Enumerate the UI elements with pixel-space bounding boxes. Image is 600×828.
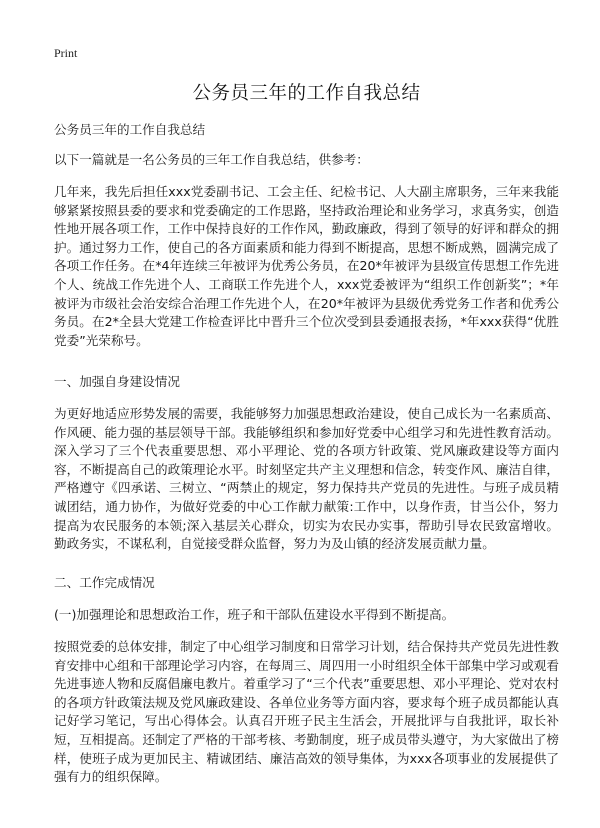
intro-paragraph: 以下一篇就是一名公务员的三年工作自我总结，供参考： [54,152,369,167]
print-link[interactable]: Print [54,46,78,60]
document-title: 公务员三年的工作自我总结 [192,83,421,104]
document-subtitle: 公务员三年的工作自我总结 [54,122,206,137]
section-heading-self-building: 一、加强自身建设情况 [54,374,180,389]
subsection-heading-theory: (一)加强理论和思想政治工作，班子和干部队伍建设水平得到不断提高。 [54,607,455,622]
section-heading-work-completion: 二、工作完成情况 [54,575,155,590]
paragraph-self-building: 为更好地适应形势发展的需要，我能够努力加强思想政治建设，使自己成长为一名素质高、作风硬、能力强的基层领导干部。我能够组织和参加好党委中心组学习和先进性教育活动。深入学习了三个代表重要思想、邓小平理论、党的各项方针政策、党风廉政建设等方面内容，不断提高自己的政策理论水平。时刻坚定共产主义理想和信念，转变作风、廉洁自律，严格遵守《四承诺、三树立、“两禁止的规定，努力保持共产党员的先进性。与班子成员精诚团结，通力协作，为做好党委的中心工作献力献策:工作中，以身作责，甘当公仆，努力提高为农民服务的本领;深入基层关心群众，切实为农民办实事，帮助引导农民致富增收。勤政务实，不谋私利，自觉接受群众监督，努力为及山镇的经济发展贡献力量。 [54,406,559,552]
paragraph-overview: 几年来，我先后担任xxx党委副书记、工会主任、纪检书记、人大副主席职务，三年来我能够紧紧按照县委的要求和党委确定的工作思路，坚持政治理论和业务学习，求真务实，创造性地开展各项工作，工作中保持良好的工作作风，勤政廉政，得到了领导的好评和群众的拥护。通过努力工作，使自己的各方面素质和能力得到不断提高，思想不断成熟，圆满完成了各项工作任务。在*4年连续三年被评为优秀公务员，在20*年被评为县级宣传思想工作先进个人、统战工作先进个人、工商联工作先进个人，xxx党委被评为“组织工作创新奖”；*年被评为市级社会治安综合治理工作先进个人，在20*年被评为县级优秀党务工作者和优秀公务员。在2*全县大党建工作检查评比中晋升三个位次受到县委通报表扬，*年xxx获得“优胜党委”光荣称号。 [54,184,559,348]
paragraph-theory-work: 按照党委的总体安排，制定了中心组学习制度和日常学习计划，结合保持共产党员先进性教育安排中心组和干部理论学习内容，在每周三、周四用一小时组织全体干部集中学习或观看先进事迹人物和反腐倡廉电教片。着重学习了“三个代表”重要思想、邓小平理论、党对农村的各项方针政策法规及党风廉政建设、各单位业务等方面内容，要求每个班子成员都能认真记好学习笔记，写出心得体会。认真召开班子民主生活会，开展批评与自我批评，取长补短，互相提高。还制定了严格的干部考核、考勤制度，班子成员带头遵守，为大家做出了榜样，使班子成为更加民主、精诚团结、廉洁高效的领导集体，为xxx各项事业的发展提供了强有力的组织保障。 [54,639,559,785]
